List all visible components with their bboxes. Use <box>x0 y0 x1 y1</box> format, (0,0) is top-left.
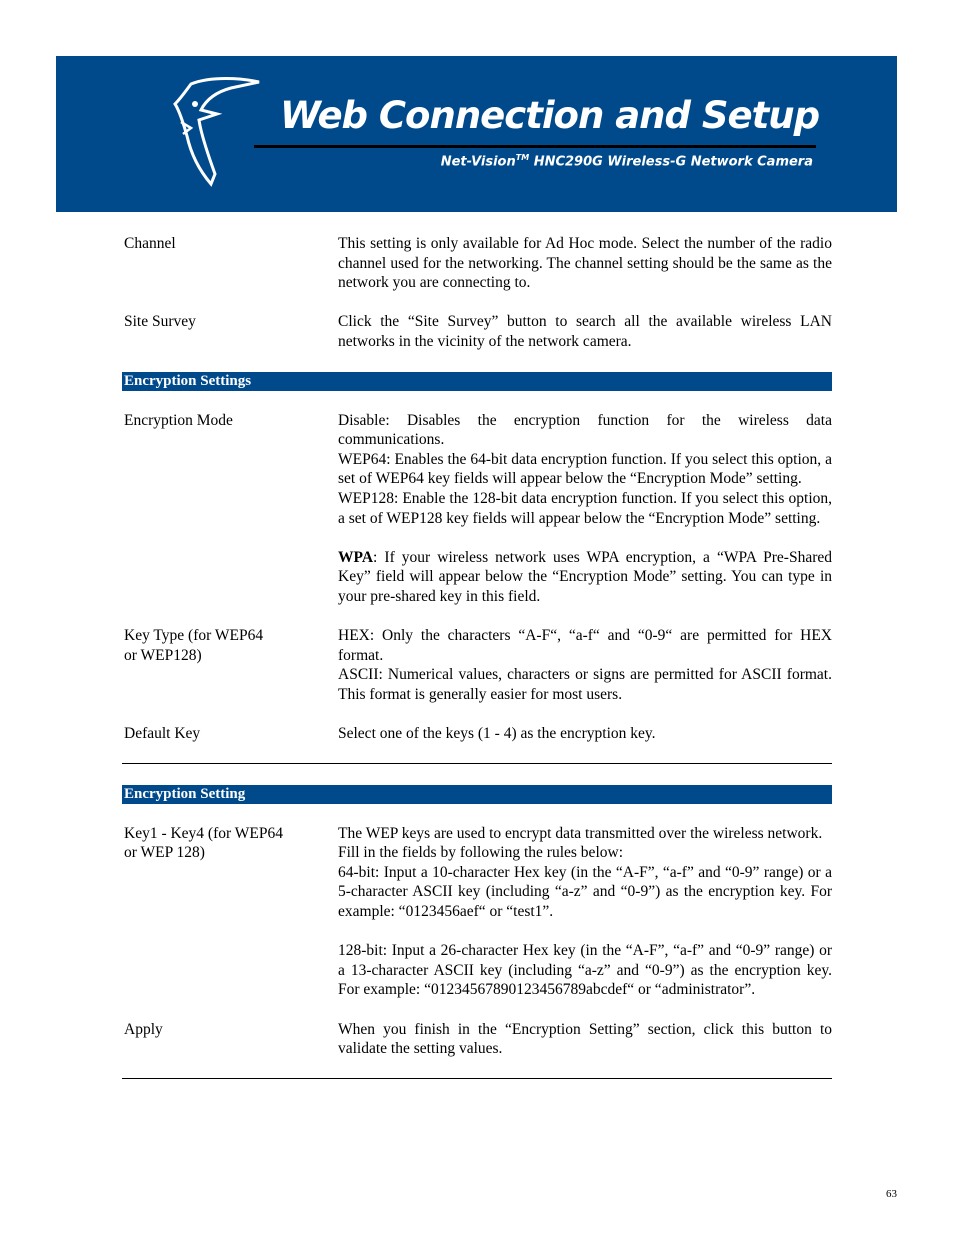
header-banner <box>56 56 897 212</box>
setting-row-apply <box>122 1020 832 1059</box>
document-body <box>122 234 832 1079</box>
setting-label: Key Type (for WEP64 or WEP128) <box>124 627 264 664</box>
setting-row-channel <box>122 234 832 293</box>
setting-label: Apply <box>124 1020 163 1038</box>
setting-label: Encryption Mode <box>124 411 233 429</box>
section-header-encryption-settings: Encryption Settings <box>122 372 832 391</box>
setting-row-encryption-mode <box>122 411 832 607</box>
setting-description: Click the “Site Survey” button to search all the available wireless LAN networks in the vicinity of the network camera. <box>338 313 832 350</box>
section-header-encryption-setting: Encryption Setting <box>122 785 832 804</box>
setting-label: Default Key <box>124 725 201 743</box>
setting-description: When you finish in the “Encryption Setting” section, click this button to validate the setting values. <box>338 1020 832 1058</box>
setting-description: The WEP keys are used to encrypt data transmitted over the wireless network. Fill in the fields by following the rules below: 64-bit: Input a 10-character Hex key (in the “A-F”, “a-f” and “0-9” range) or a 5-character ASCII key (including “a-z” and “0-9”) as the encryption key. For example: “0123456aef“ or “test1”. 128-bit: Input a 26-character Hex key (in the “A-F”, “a-f” and “0-9” range) or a 13-character ASCII key (including “a-z” and “0-9”) as the encryption key. For example: “01234567890123456789abcdef“ or “administrator”. <box>338 824 832 999</box>
setting-description: This setting is only available for Ad Hoc mode. Select the number of the radio channel used for the networking. The channel setting should be the same as the network you are connecting to. <box>338 235 832 292</box>
setting-row-site-survey <box>122 312 832 351</box>
product-subtitle: Net-Vision™ HNC290G Wireless-G Network Camera <box>440 153 813 170</box>
setting-row-default-key <box>122 724 832 744</box>
eagle-logo-icon <box>171 74 261 189</box>
page-number: 63 <box>886 1188 897 1200</box>
setting-label: Site Survey <box>124 313 196 331</box>
setting-label: Key1 - Key4 (for WEP64 or WEP 128) <box>124 824 283 862</box>
setting-label: Channel <box>124 235 176 252</box>
title-divider <box>254 145 816 148</box>
setting-description: Select one of the keys (1 - 4) as the encryption key. <box>338 725 656 743</box>
section-divider <box>122 1078 832 1079</box>
setting-description: Disable: Disables the encryption function for the wireless data communications. WEP64: Enables the 64-bit data encryption function. If you select this option, a set of WEP64 key fields will appear below the “Encryption Mode” setting. WEP128: Enable the 128-bit data encryption function. If you select this option, a set of WEP128 key fields will appear below the “Encryption Mode” setting. WPA: If your wireless network uses WPA encryption, a “WPA Pre-Shared Key” field will appear below the “Encryption Mode” setting. You can type in your pre-shared key in this field. <box>338 411 832 605</box>
setting-row-keys <box>122 824 832 1000</box>
page-title: Web Connection and Setup <box>280 94 820 137</box>
setting-row-key-type <box>122 626 832 704</box>
setting-description: HEX: Only the characters “A-F“, “a-f“ and “0-9“ are permitted for HEX format. ASCII: Numerical values, characters or signs are permitted for ASCII format. This format is generally easier for most users. <box>338 627 832 703</box>
